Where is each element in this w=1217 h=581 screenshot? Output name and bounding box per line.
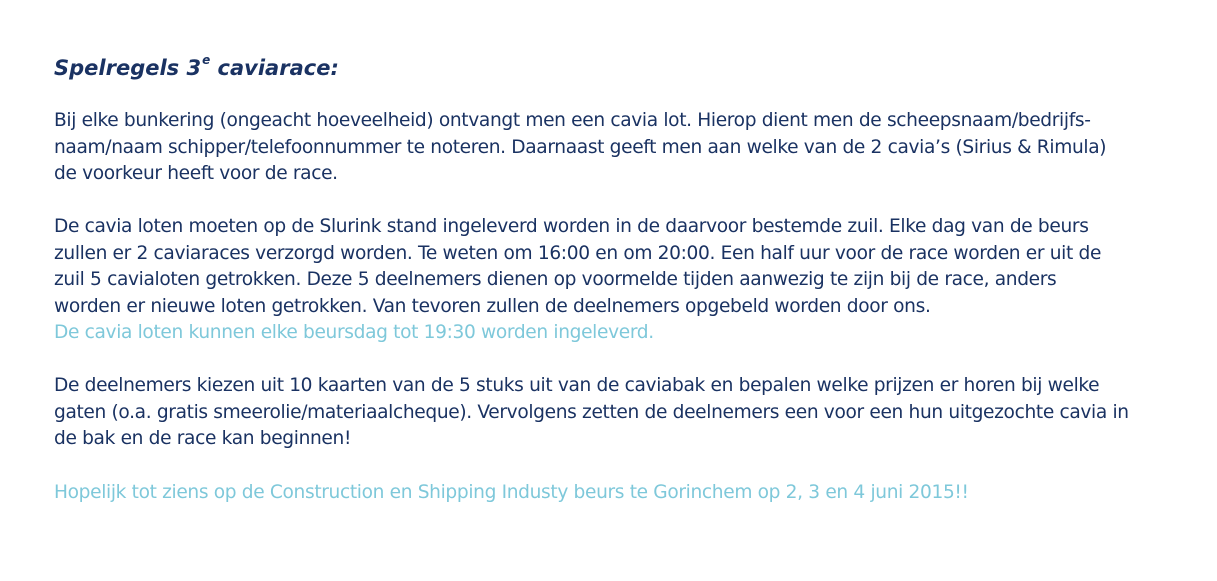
paragraph-line: zuil 5 cavialoten getrokken. Deze 5 deelnemers dienen op voormelde tijden aanwezig te zijn bij de race, anders bbox=[54, 269, 1057, 290]
document-page bbox=[54, 53, 1204, 503]
paragraph-line: gaten (o.a. gratis smeerolie/materiaalcheque). Vervolgens zetten de deelnemers een voor een hun uitgezochte cavia in bbox=[54, 401, 1129, 423]
paragraph-draw-schedule bbox=[54, 214, 1101, 347]
closing-line: Hopelijk tot ziens op de Construction en Shipping Industy beurs te Gorinchem op 2, 3 en 4 juni 2015!! bbox=[54, 482, 969, 503]
paragraph-line: de bak en de race kan beginnen! bbox=[54, 428, 352, 449]
paragraph-entry-rules bbox=[54, 108, 1106, 188]
closing-note bbox=[54, 480, 969, 507]
paragraph-line: De cavia loten moeten op de Slurink stand ingeleverd worden in de daarvoor bestemde zuil. Elke dag van de beurs bbox=[54, 216, 1089, 237]
deadline-highlight: De cavia loten kunnen elke beursdag tot 19:30 worden ingeleverd. bbox=[54, 322, 654, 343]
paragraph-line: Bij elke bunkering (ongeacht hoeveelheid) ontvangt men een cavia lot. Hierop dient men de scheepsnaam/bedrijfs- bbox=[54, 110, 1091, 131]
page-title bbox=[54, 54, 1204, 82]
title-text-main: Spelregels 3 bbox=[54, 56, 202, 80]
paragraph-line: De deelnemers kiezen uit 10 kaarten van de 5 stuks uit van de caviabak en bepalen welke prijzen er horen bij welke bbox=[54, 375, 1100, 396]
paragraph-line: de voorkeur heeft voor de race. bbox=[54, 163, 338, 184]
paragraph-line: zullen er 2 caviaraces verzorgd worden. Te weten om 16:00 en om 20:00. Een half uur voor de race worden er uit de bbox=[54, 242, 1102, 264]
paragraph-line: naam/naam schipper/telefoonnummer te noteren. Daarnaast geeft men aan welke van de 2 cavia’s (Sirius & Rimula) bbox=[54, 136, 1107, 158]
paragraph-race-procedure bbox=[54, 373, 1129, 453]
title-text-rest: caviarace: bbox=[210, 56, 339, 80]
paragraph-line: worden er nieuwe loten getrokken. Van tevoren zullen de deelnemers opgebeld worden door ons. bbox=[54, 295, 931, 317]
title-superscript: e bbox=[202, 53, 211, 67]
